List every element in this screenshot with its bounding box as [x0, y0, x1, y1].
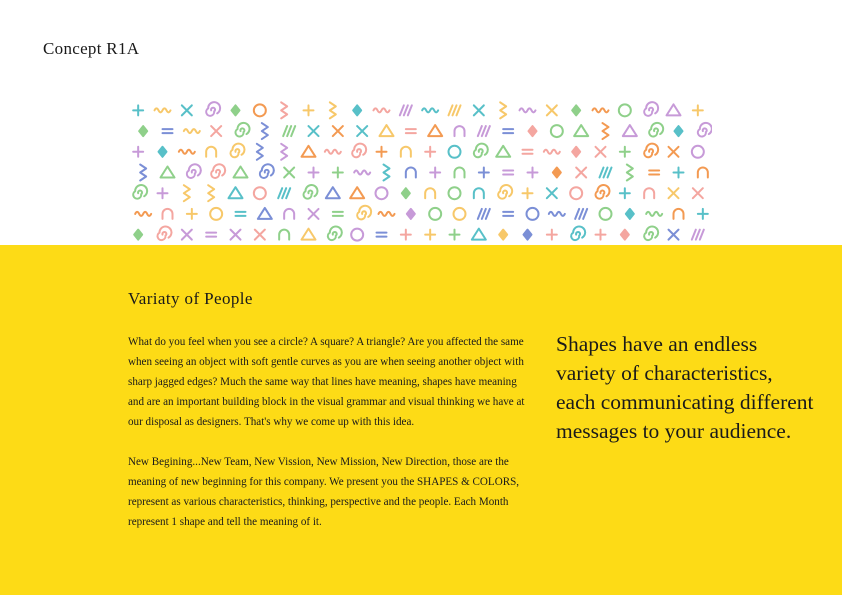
- equals-icon: [333, 212, 343, 216]
- wave-icon: [135, 212, 151, 216]
- plus-icon: [620, 188, 630, 198]
- arch-icon: [406, 168, 416, 178]
- cross-icon: [669, 147, 679, 157]
- triangle-icon: [472, 229, 486, 240]
- plus-icon: [523, 188, 533, 198]
- wave-icon: [379, 212, 395, 216]
- circle-icon: [254, 187, 266, 199]
- body-paragraph-2: New Begining...New Team, New Vission, New Mission, New Direction, those are the meaning of new beginning for this company. We present you the SHAPES & COLORS, represent as various characteristics, thinking, perspective and the people. Each Month represent 1 shape and tell the meaning of it.: [128, 456, 520, 528]
- cross-icon: [309, 126, 319, 136]
- body-paragraph-1: What do you feel when you see a circle? A square? A triangle? Are you affected the same when seeing an object with soft gentle curves as you are when seeing another object with sharp jagged edges? Much the same way that lines have meaning, shapes have meaning and are an important building block in the visual grammar and visual thinking we have at our disposal as designers. That's why we come up with this idea.: [128, 336, 525, 428]
- triangle-icon: [380, 125, 394, 136]
- hatch-icon: [278, 188, 290, 198]
- cross-icon: [576, 168, 586, 178]
- plus-icon: [693, 105, 703, 115]
- triangle-icon: [623, 125, 637, 136]
- diamond-icon: [572, 147, 580, 157]
- diamond-icon: [553, 168, 561, 178]
- spiral-icon: [498, 185, 512, 199]
- arch-icon: [455, 168, 465, 178]
- cross-icon: [669, 188, 679, 198]
- equals-icon: [206, 233, 216, 237]
- spiral-icon: [236, 123, 250, 137]
- circle-icon: [619, 104, 631, 116]
- spiral-icon: [304, 185, 318, 199]
- circle-icon: [600, 208, 612, 220]
- triangle-icon: [350, 187, 364, 198]
- diamond-icon: [159, 147, 167, 157]
- spiral-icon: [187, 164, 201, 178]
- pattern-graphic: [128, 100, 712, 245]
- plus-icon: [698, 209, 708, 219]
- plus-icon: [450, 230, 460, 240]
- plus-icon: [133, 105, 143, 115]
- spiral-icon: [357, 206, 371, 220]
- pull-quote: Shapes have an endless variety of characteristics, each communicating different messages to your audience.: [556, 332, 814, 443]
- spiral-icon: [644, 226, 658, 240]
- plus-icon: [620, 147, 630, 157]
- arch-icon: [425, 188, 435, 198]
- wave-icon: [646, 212, 662, 216]
- spiral-icon: [474, 144, 488, 158]
- arch-icon: [698, 168, 708, 178]
- triangle-icon: [161, 167, 175, 178]
- spiral-icon: [644, 144, 658, 158]
- plus-icon: [674, 168, 684, 178]
- circle-icon: [376, 187, 388, 199]
- cross-icon: [255, 230, 265, 240]
- spiral-icon: [644, 102, 658, 116]
- circle-icon: [449, 187, 461, 199]
- plus-icon: [479, 168, 489, 178]
- hatch-icon: [449, 105, 461, 115]
- zigzag-icon: [140, 165, 146, 181]
- arch-icon: [284, 209, 294, 219]
- equals-icon: [236, 212, 246, 216]
- hatch-icon: [692, 230, 704, 240]
- wave-icon: [422, 108, 438, 112]
- wave-icon: [520, 108, 536, 112]
- spiral-icon: [698, 123, 712, 137]
- circle-icon: [254, 104, 266, 116]
- cross-icon: [284, 168, 294, 178]
- circle-icon: [429, 208, 441, 220]
- arch-icon: [455, 126, 465, 136]
- spiral-icon: [352, 144, 366, 158]
- spiral-icon: [206, 102, 220, 116]
- diamond-icon: [139, 126, 147, 136]
- zigzag-icon: [603, 123, 609, 139]
- diamond-icon: [407, 209, 415, 219]
- hatch-icon: [478, 209, 490, 219]
- diamond-icon: [232, 105, 240, 115]
- wave-icon: [549, 212, 565, 216]
- cross-icon: [547, 105, 557, 115]
- triangle-icon: [258, 208, 272, 219]
- triangle-icon: [667, 104, 681, 115]
- cross-icon: [357, 126, 367, 136]
- cross-icon: [333, 126, 343, 136]
- triangle-icon: [229, 187, 243, 198]
- cross-icon: [182, 105, 192, 115]
- wave-icon: [184, 129, 200, 133]
- cross-icon: [182, 230, 192, 240]
- diamond-icon: [402, 188, 410, 198]
- arch-icon: [279, 230, 289, 240]
- diamond-icon: [529, 126, 537, 136]
- plus-icon: [425, 230, 435, 240]
- plus-icon: [333, 168, 343, 178]
- body-copy: [128, 332, 534, 552]
- plus-icon: [304, 105, 314, 115]
- equals-icon: [503, 212, 513, 216]
- cross-icon: [231, 230, 241, 240]
- circle-icon: [210, 208, 222, 220]
- cross-icon: [693, 188, 703, 198]
- zigzag-icon: [257, 144, 263, 160]
- triangle-icon: [574, 125, 588, 136]
- diamond-icon: [499, 230, 507, 240]
- plus-icon: [133, 147, 143, 157]
- spiral-icon: [571, 226, 585, 240]
- section-heading: Variaty of People: [128, 289, 253, 308]
- circle-icon: [527, 208, 539, 220]
- plus-icon: [528, 168, 538, 178]
- wave-icon: [354, 171, 370, 175]
- wave-icon: [155, 108, 171, 112]
- triangle-icon: [496, 146, 510, 157]
- circle-icon: [692, 146, 704, 158]
- plus-icon: [309, 168, 319, 178]
- diamond-icon: [524, 230, 532, 240]
- cross-icon: [669, 230, 679, 240]
- wave-icon: [325, 150, 341, 154]
- circle-icon: [570, 187, 582, 199]
- circle-icon: [351, 229, 363, 241]
- spiral-icon: [596, 185, 610, 199]
- shape-pattern-banner: [128, 100, 712, 245]
- arch-icon: [401, 147, 411, 157]
- wave-icon: [544, 150, 560, 154]
- triangle-icon: [326, 187, 340, 198]
- spiral-icon: [649, 123, 663, 137]
- diamond-icon: [572, 105, 580, 115]
- arch-icon: [163, 209, 173, 219]
- zigzag-icon: [627, 165, 633, 181]
- equals-icon: [163, 129, 173, 133]
- spiral-icon: [158, 226, 172, 240]
- wave-icon: [593, 108, 609, 112]
- arch-icon: [474, 188, 484, 198]
- cross-icon: [596, 147, 606, 157]
- plus-icon: [377, 147, 387, 157]
- hatch-icon: [478, 126, 490, 136]
- equals-icon: [503, 171, 513, 175]
- diamond-icon: [353, 105, 361, 115]
- cross-icon: [474, 105, 484, 115]
- zigzag-icon: [384, 165, 390, 181]
- hatch-icon: [575, 209, 587, 219]
- equals-icon: [649, 171, 659, 175]
- equals-icon: [503, 129, 513, 133]
- wave-icon: [179, 150, 195, 154]
- arch-icon: [674, 209, 684, 219]
- zigzag-icon: [184, 185, 190, 201]
- plus-icon: [547, 230, 557, 240]
- circle-icon: [449, 146, 461, 158]
- triangle-icon: [302, 229, 316, 240]
- plus-icon: [430, 168, 440, 178]
- arch-icon: [206, 147, 216, 157]
- spiral-icon: [231, 144, 245, 158]
- wave-icon: [374, 108, 390, 112]
- circle-icon: [551, 125, 563, 137]
- zigzag-icon: [330, 102, 336, 118]
- hatch-icon: [400, 105, 412, 115]
- diamond-icon: [621, 230, 629, 240]
- spiral-icon: [328, 226, 342, 240]
- cross-icon: [309, 209, 319, 219]
- arch-icon: [644, 188, 654, 198]
- concept-title: Concept R1A: [43, 39, 140, 58]
- cross-icon: [211, 126, 221, 136]
- equals-icon: [406, 129, 416, 133]
- diamond-icon: [626, 209, 634, 219]
- plus-icon: [425, 147, 435, 157]
- plus-icon: [596, 230, 606, 240]
- spiral-icon: [260, 164, 274, 178]
- circle-icon: [454, 208, 466, 220]
- equals-icon: [523, 150, 533, 154]
- triangle-icon: [428, 125, 442, 136]
- plus-icon: [401, 230, 411, 240]
- hatch-icon: [600, 168, 612, 178]
- triangle-icon: [302, 146, 316, 157]
- zigzag-icon: [262, 123, 268, 139]
- diamond-icon: [134, 230, 142, 240]
- hatch-icon: [283, 126, 295, 136]
- triangle-icon: [234, 167, 248, 178]
- spiral-icon: [133, 185, 147, 199]
- plus-icon: [187, 209, 197, 219]
- spiral-icon: [211, 164, 225, 178]
- cross-icon: [547, 188, 557, 198]
- zigzag-icon: [281, 144, 287, 160]
- zigzag-icon: [281, 102, 287, 118]
- diamond-icon: [675, 126, 683, 136]
- zigzag-icon: [500, 102, 506, 118]
- plus-icon: [158, 188, 168, 198]
- equals-icon: [377, 233, 387, 237]
- zigzag-icon: [208, 185, 214, 201]
